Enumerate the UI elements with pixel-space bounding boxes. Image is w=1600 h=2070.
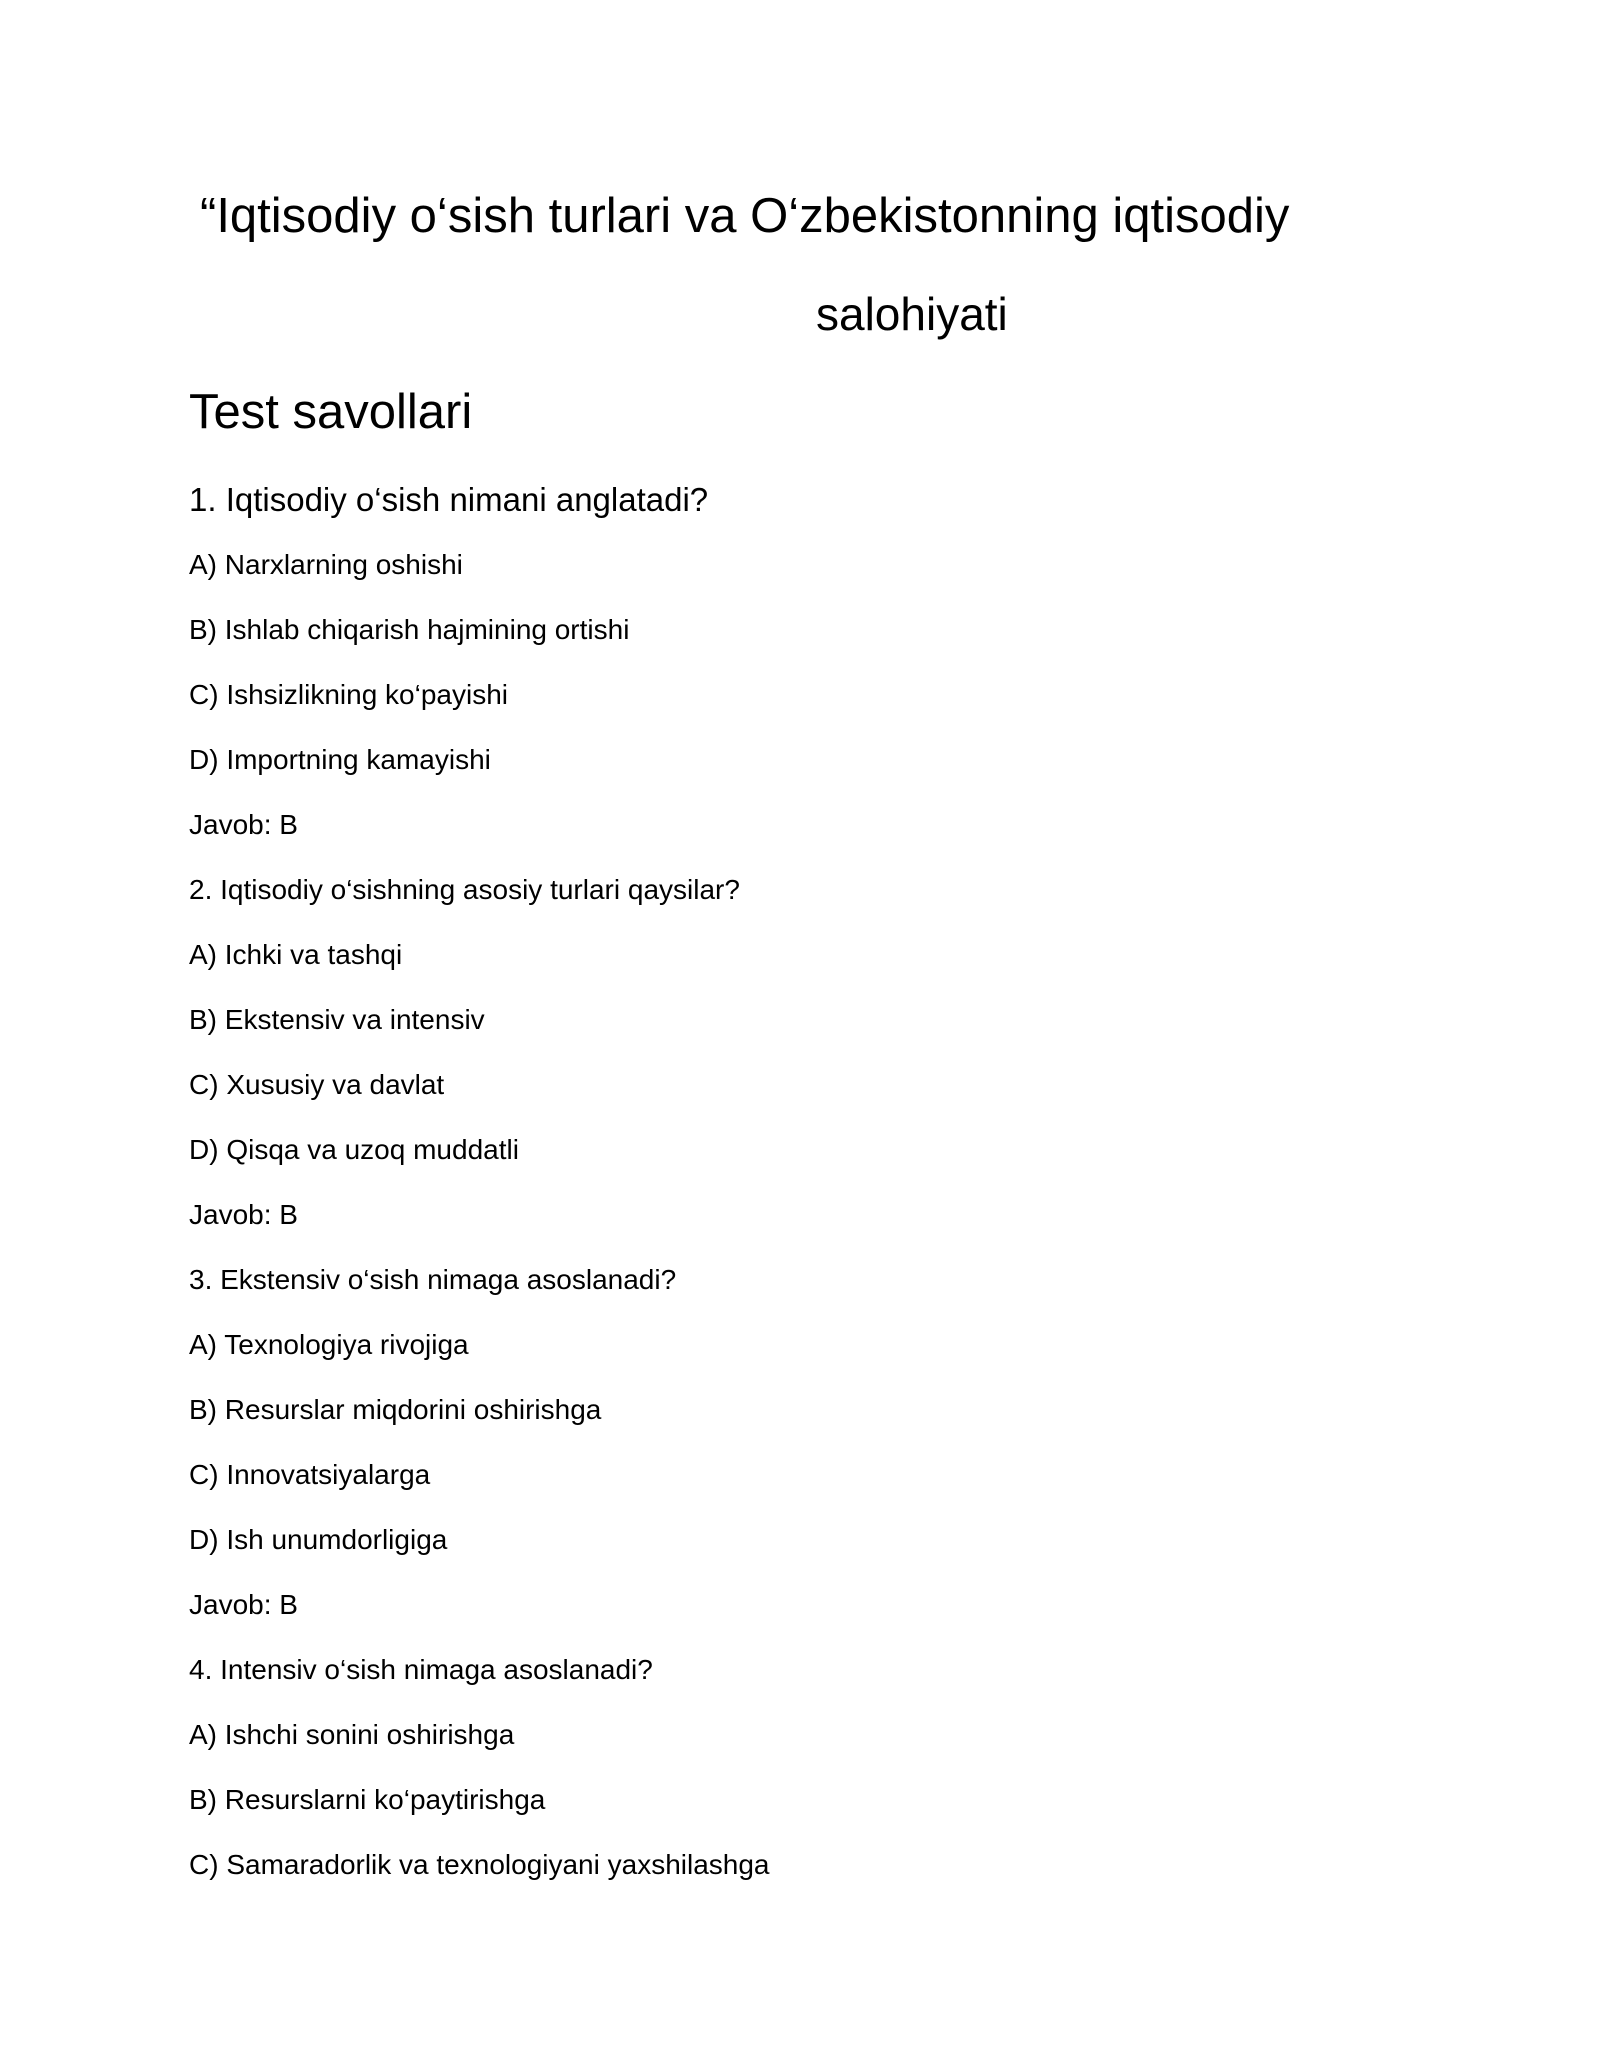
section-heading: Test savollari [189,385,473,439]
answer-option: D) Qisqa va uzoq muddatli [189,1134,519,1165]
answer-option: A) Ichki va tashqi [189,939,403,970]
question-list [189,545,1409,1910]
question-2: 2. Iqtisodiy o‘sishning asosiy turlari qaysilar? [189,874,740,905]
question-4: 4. Intensiv o‘sish nimaga asoslanadi? [189,1654,653,1685]
answer-key: Javob: B [189,1199,298,1230]
answer-option: A) Texnologiya rivojiga [189,1329,469,1360]
answer-option: C) Xususiy va davlat [189,1069,445,1100]
answer-key: Javob: B [189,1589,298,1620]
question-1: 1. Iqtisodiy o‘sish nimani anglatadi? [189,481,709,518]
answer-option: A) Ishchi sonini oshirishga [189,1719,515,1750]
answer-option: C) Ishsizlikning ko‘payishi [189,679,509,710]
answer-option: D) Ish unumdorligiga [189,1524,448,1555]
question-3: 3. Ekstensiv o‘sish nimaga asoslanadi? [189,1264,677,1295]
answer-option: A) Narxlarning oshishi [189,549,463,580]
answer-option: C) Samaradorlik va texnologiyani yaxshilashga [189,1849,770,1880]
answer-option: B) Resurslarni ko‘paytirishga [189,1784,546,1815]
answer-option: C) Innovatsiyalarga [189,1459,431,1490]
answer-option: B) Ekstensiv va intensiv [189,1004,485,1035]
answer-option: D) Importning kamayishi [189,744,491,775]
document-title-line-2: salohiyati [816,288,1008,340]
answer-option: B) Ishlab chiqarish hajmining ortishi [189,614,630,645]
document-title-line-1: “Iqtisodiy o‘sish turlari va O‘zbekistonning iqtisodiy [200,189,1290,243]
answer-option: B) Resurslar miqdorini oshirishga [189,1394,602,1425]
answer-key: Javob: B [189,809,298,840]
